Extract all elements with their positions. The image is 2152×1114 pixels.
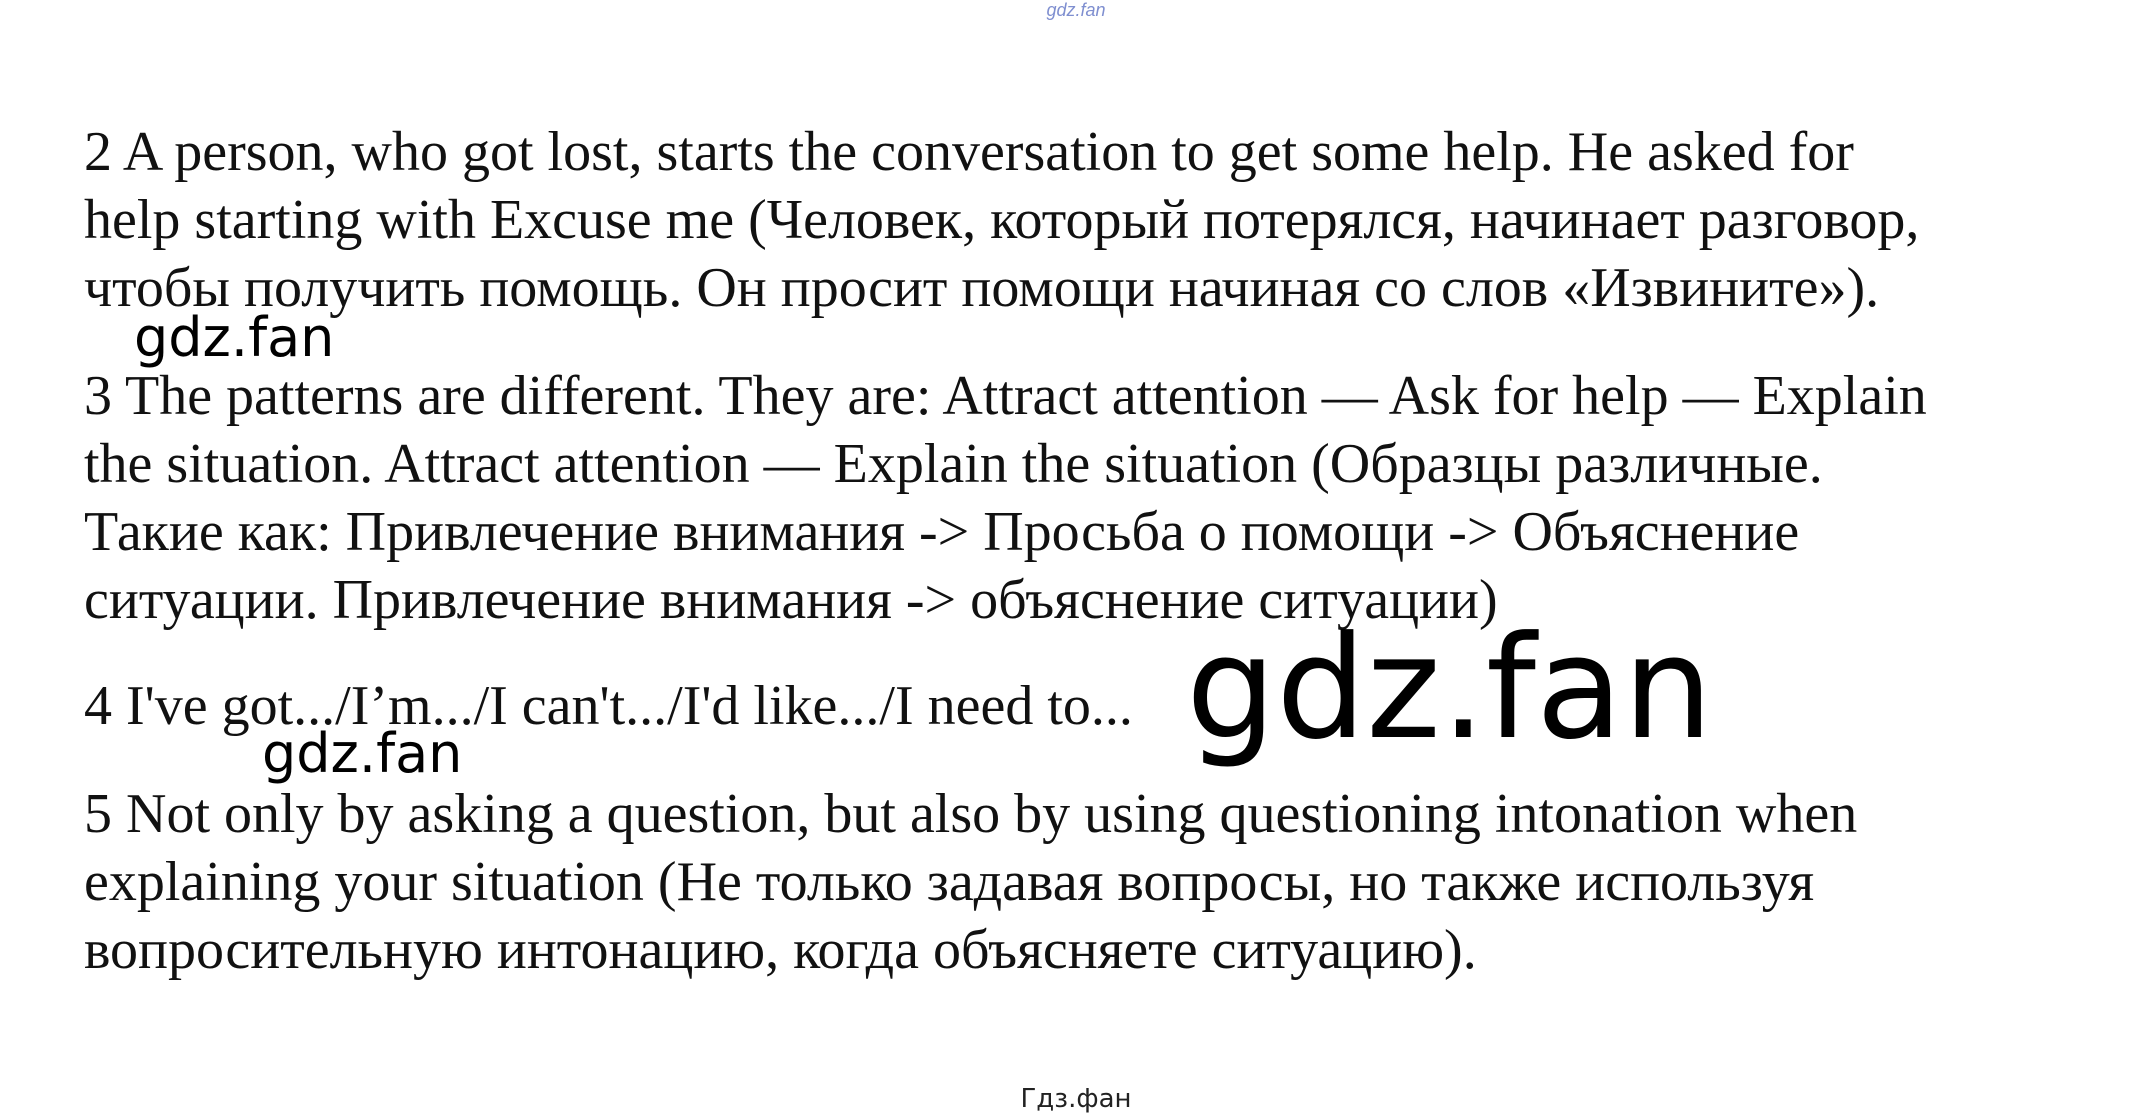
footer-site-label: Гдз.фан (1020, 1084, 1132, 1114)
answer-3-line-2: the situation. Attract attention — Explain the situation (Образцы различные. (84, 433, 1823, 495)
answer-3-line-3: Такие как: Привлечение внимания -> Просьба о помощи -> Объяснение (84, 501, 1800, 563)
answer-2-line-3: чтобы получить помощь. Он просит помощи начиная со слов «Извините»). (84, 257, 1880, 319)
answer-5-line-2: explaining your situation (Не только задавая вопросы, но также используя (84, 851, 1815, 913)
watermark-small-2: gdz.fan (262, 722, 463, 785)
answer-5-line-1: 5 Not only by asking a question, but also by using questioning intonation when (84, 783, 1858, 845)
watermark-large: gdz.fan (1186, 606, 1713, 771)
header-watermark: gdz.fan (1046, 0, 1106, 20)
answer-5-line-3: вопросительную интонацию, когда объясняете ситуацию). (84, 919, 1477, 981)
answer-3-line-4: ситуации. Привлечение внимания -> объяснение ситуации) (84, 569, 1498, 631)
answer-2-line-1: 2 A person, who got lost, starts the conversation to get some help. He asked for (84, 121, 1854, 183)
answer-5 (84, 780, 2094, 984)
answer-2-line-2: help starting with Excuse me (Человек, который потерялся, начинает разговор, (84, 189, 1920, 251)
answer-4-line-1: 4 I've got.../I’m.../I can't.../I'd like.../I need to... (84, 675, 1133, 737)
watermark-small-1: gdz.fan (134, 306, 335, 369)
answer-3-line-1: 3 The patterns are different. They are: Attract attention — Ask for help — Explain (84, 365, 1927, 427)
answer-3 (84, 362, 2094, 634)
answer-2 (84, 118, 2094, 322)
